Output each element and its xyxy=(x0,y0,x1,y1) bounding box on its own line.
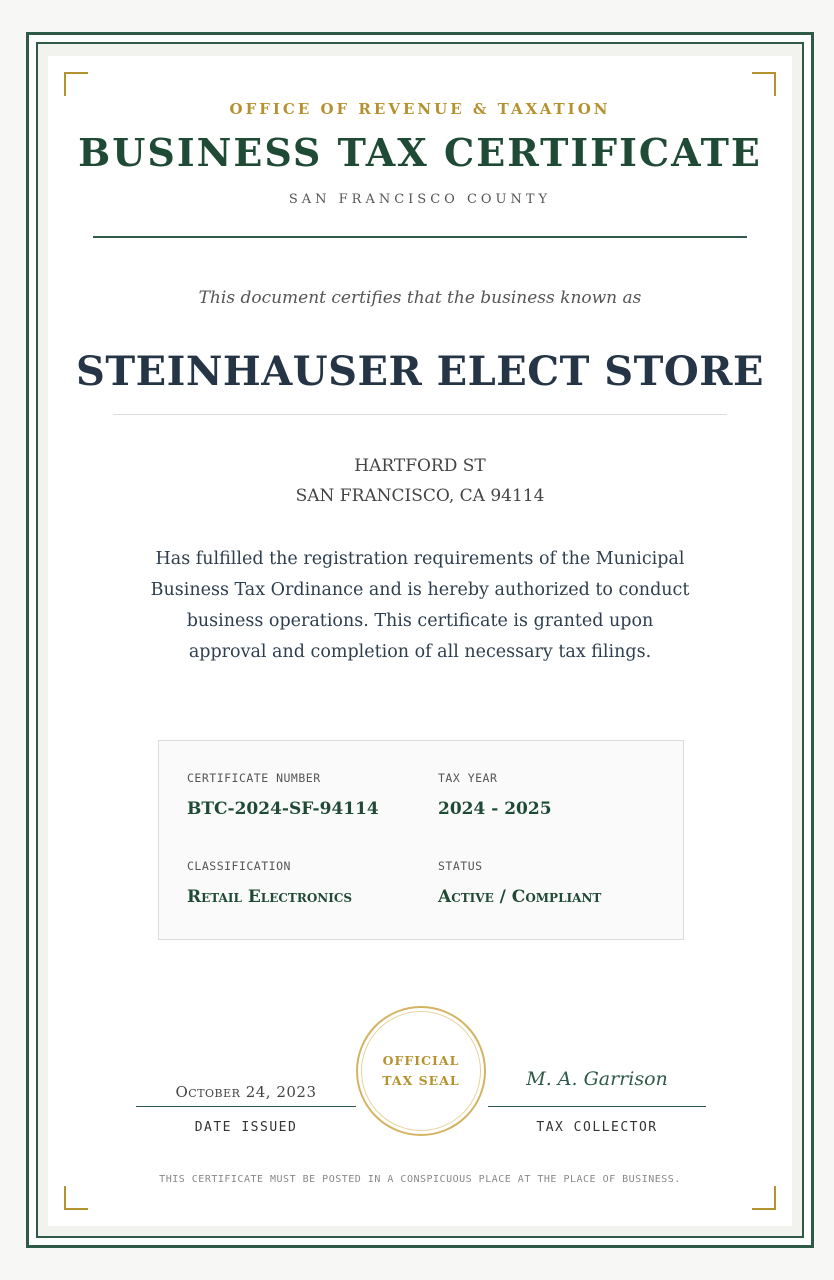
status-value: Active / Compliant xyxy=(438,887,602,907)
header-divider xyxy=(93,236,747,238)
seal-text-line1: OFFICIAL xyxy=(382,1053,460,1068)
corner-ornament-bottom-left xyxy=(64,1186,88,1210)
tax-collector-signature: M. A. Garrison xyxy=(526,1068,668,1090)
official-tax-seal xyxy=(356,1006,486,1136)
classification-label: CLASSIFICATION xyxy=(187,859,291,873)
address-line-1: HARTFORD ST xyxy=(354,456,486,476)
posting-notice: THIS CERTIFICATE MUST BE POSTED IN A CONSPICUOUS PLACE AT THE PLACE OF BUSINESS. xyxy=(159,1174,681,1185)
certificate-inner-border xyxy=(36,42,804,1238)
status-label: STATUS xyxy=(438,859,483,873)
tax-year-label: TAX YEAR xyxy=(438,771,498,785)
date-line xyxy=(136,1106,356,1107)
certificate-paper xyxy=(48,56,792,1226)
signature-line xyxy=(488,1106,706,1107)
date-issued-caption: DATE ISSUED xyxy=(194,1120,298,1135)
office-name: OFFICE OF REVENUE & TAXATION xyxy=(229,100,611,118)
corner-ornament-top-left xyxy=(64,72,88,96)
county-name: SAN FRANCISCO COUNTY xyxy=(288,192,552,207)
certification-intro: This document certifies that the business known as xyxy=(198,288,642,308)
certificate-details-box xyxy=(158,740,684,940)
address-line-2: SAN FRANCISCO, CA 94114 xyxy=(295,486,545,506)
date-issued-value: October 24, 2023 xyxy=(175,1083,317,1101)
name-divider xyxy=(113,414,727,415)
classification-value: Retail Electronics xyxy=(187,887,353,907)
corner-ornament-top-right xyxy=(752,72,776,96)
certificate-number-label: CERTIFICATE NUMBER xyxy=(187,771,321,785)
seal-inner-ring xyxy=(361,1011,481,1131)
certificate-number-value: BTC-2024-SF-94114 xyxy=(187,799,379,819)
tax-collector-caption: TAX COLLECTOR xyxy=(536,1120,658,1135)
certification-statement: Has fulfilled the registration requirements of the Municipal Business Tax Ordinance and is hereby authorized to conduct business operations. This certificate is granted upon approval and completion of all necessary tax filings. xyxy=(150,549,690,662)
certificate-outer-border xyxy=(26,32,814,1248)
seal-text-line2: TAX SEAL xyxy=(382,1073,460,1088)
certificate-title: BUSINESS TAX CERTIFICATE xyxy=(78,130,762,175)
business-name: STEINHAUSER ELECT STORE xyxy=(75,348,765,395)
tax-year-value: 2024 - 2025 xyxy=(438,799,552,819)
corner-ornament-bottom-right xyxy=(752,1186,776,1210)
